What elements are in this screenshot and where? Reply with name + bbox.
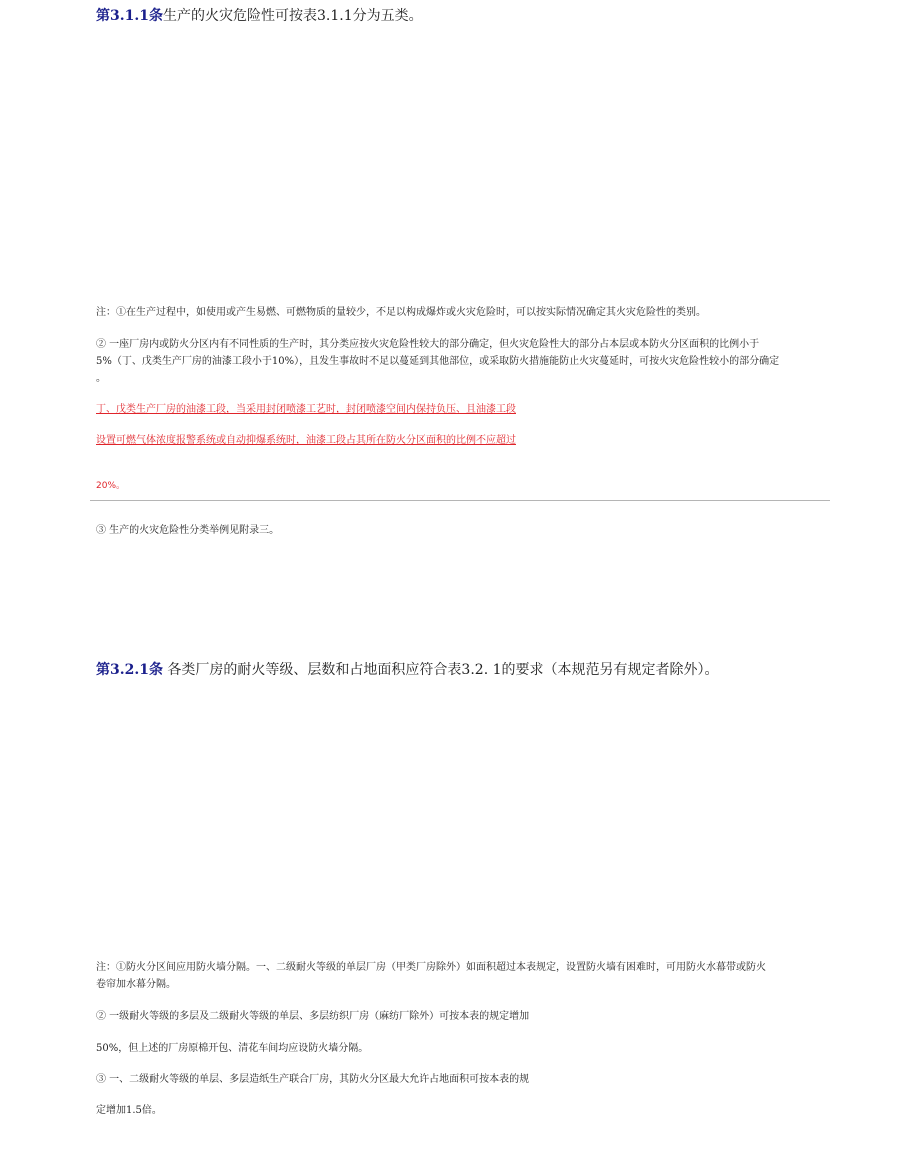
clause-3-1-1-text: 生产的火灾危险性可按表3.1.1分为五类。 (162, 8, 423, 24)
clause-3-2-1-number: 第3.2.1条 (96, 662, 163, 678)
note-3-2-1-item-2-line-1: ② 一级耐火等级的多层及二级耐火等级的单层、多层纺织厂房（麻纺厂除外）可按本表的规定增加 (96, 1011, 530, 1022)
clause-3-2-1-heading (96, 661, 719, 679)
revision-note-line-1: 丁、戊类生产厂房的油漆工段，当采用封闭喷漆工艺时，封闭喷漆空间内保持负压、且油漆工段 (96, 404, 516, 415)
revision-note-line-2: 设置可燃气体浓度报警系统或自动抑爆系统时，油漆工段占其所在防火分区面积的比例不应超过 (96, 435, 516, 446)
note-3-2-1-item-2-line-2: 50%，但上述的厂房原棉开包、清花车间均应设防火墙分隔。 (96, 1043, 369, 1054)
section-divider (90, 500, 830, 501)
note-3-1-1-item-1: 注：①在生产过程中，如使用或产生易燃、可燃物质的量较少，不足以构成爆炸或火灾危险时，可以按实际情况确定其火灾危险性的类别。 (96, 307, 706, 318)
clause-3-1-1-number: 第3.1.1条 (96, 8, 163, 24)
note-3-2-1-item-1-line-1: 注：①防火分区间应用防火墙分隔。一、二级耐火等级的单层厂房（甲类厂房除外）如面积超过本表规定，设置防火墙有困难时，可用防火水幕带或防火 (96, 962, 766, 973)
note-3-1-1-item-2-line-3: 。 (96, 373, 106, 384)
revision-note-line-3: 20%。 (96, 481, 126, 491)
note-3-1-1-item-2-line-2: 5%（丁、戊类生产厂房的油漆工段小于10%），且发生事故时不足以蔓延到其他部位，或采取防火措施能防止火灾蔓延时，可按火灾危险性较小的部分确定 (96, 356, 780, 367)
note-3-1-1-item-2-line-1: ② 一座厂房内或防火分区内有不同性质的生产时，其分类应按火灾危险性较大的部分确定，但火灾危险性大的部分占本层或本防火分区面积的比例小于 (96, 339, 760, 350)
clause-3-2-1-text: 各类厂房的耐火等级、层数和占地面积应符合表3.2. 1的要求（本规范另有规定者除外）。 (162, 662, 719, 678)
note-3-1-1-item-3: ③ 生产的火灾危险性分类举例见附录三。 (96, 525, 280, 536)
clause-3-1-1-heading (96, 7, 423, 25)
note-3-2-1-item-1-line-2: 卷帘加水幕分隔。 (96, 979, 176, 990)
note-3-2-1-item-3-line-2: 定增加1.5倍。 (96, 1105, 162, 1116)
note-3-2-1-item-3-line-1: ③ 一、二级耐火等级的单层、多层造纸生产联合厂房，其防火分区最大允许占地面积可按本表的规 (96, 1074, 530, 1085)
